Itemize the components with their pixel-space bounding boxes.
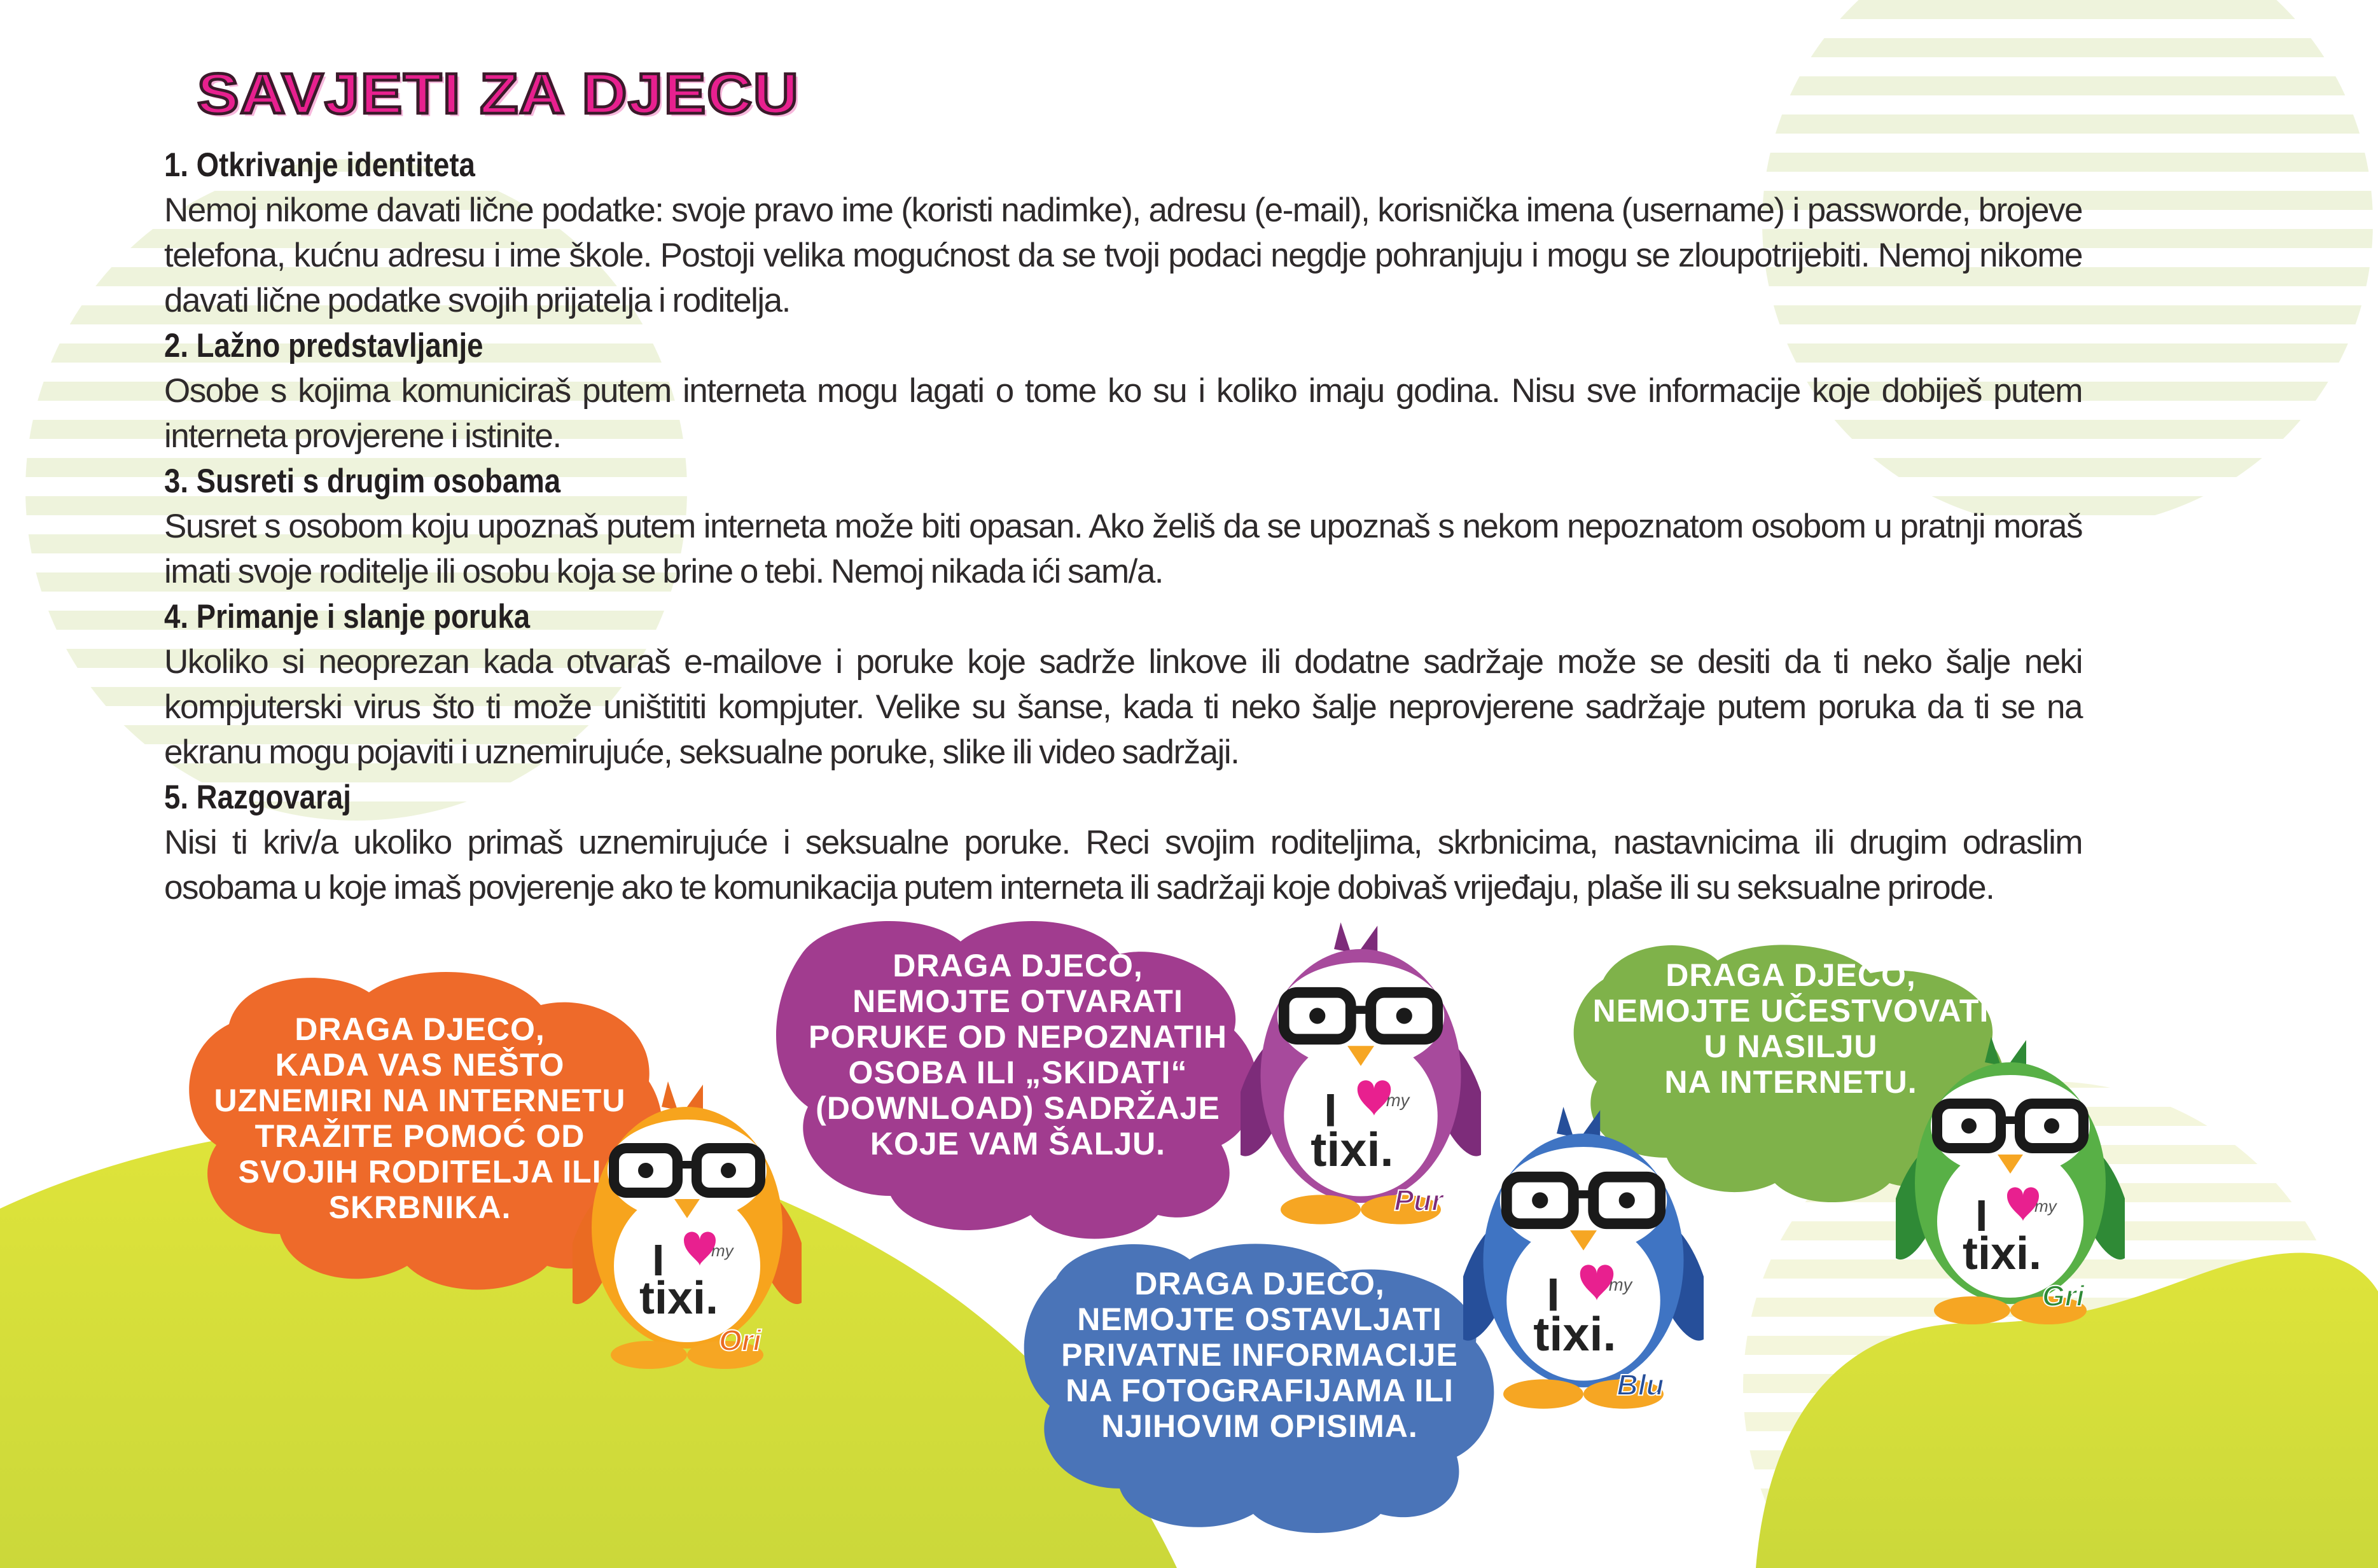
badge-brand: tixi. xyxy=(1963,1228,2042,1279)
badge-brand: tixi. xyxy=(1533,1308,1617,1362)
tip-text: Susret s osobom koju upoznaš putem interneta može biti opasan. Ako želiš da se upoznaš s nekom nepoznatom osobom u pratnji moraš imati svoje roditelje ili osobu koja se brine o tebi. Nemoj nikada ići sam/a. xyxy=(164,508,2082,590)
badge-brand: tixi. xyxy=(1311,1123,1394,1177)
badge-my: my xyxy=(1608,1274,1632,1294)
tip-heading: 2. Lažno predstavljanje xyxy=(164,327,483,364)
badge-letter: I xyxy=(652,1235,665,1285)
tip-heading: 3. Susreti s drugim osobama xyxy=(164,462,561,500)
bubble-line: NEMOJTE OSTAVLJATI xyxy=(1077,1301,1442,1337)
tip-text: Osobe s kojima komuniciraš putem interneta mogu lagati o tome ko su i koliko imaju godina. Nisu sve informacije koje dobiješ putem interneta provjerene i istinite. xyxy=(164,372,2082,455)
penguin-name-label: Blu xyxy=(1617,1368,1664,1401)
penguin-blu xyxy=(1463,1107,1704,1414)
bubble-line: KOJE VAM ŠALJU. xyxy=(870,1126,1166,1162)
penguin-pur xyxy=(1241,922,1481,1230)
bubble-line: NEMOJTE UČESTVOVATI xyxy=(1592,993,1989,1029)
bubble-line: SKRBNIKA. xyxy=(328,1190,511,1225)
tip-text: Nisi ti kriv/a ukoliko primaš uznemirujuće i seksualne poruke. Reci svojim roditeljima, skrbnicima, nastavnicima ili drugim odraslim osobama u koje imaš povjerenje ako te komunikacija putem interneta ili sadržaji koje dobivaš vrijeđaju, plaše ili su seksualne prirode. xyxy=(164,824,2082,906)
badge-my: my xyxy=(711,1241,734,1260)
bubble-line: NA FOTOGRAFIJAMA ILI xyxy=(1066,1373,1454,1408)
penguin-name-label: Pur xyxy=(1394,1183,1443,1217)
badge-letter: I xyxy=(1975,1191,1988,1240)
bubble-line: DRAGA DJECO, xyxy=(1134,1266,1385,1301)
bubble-line: OSOBA ILI „SKIDATI“ xyxy=(848,1055,1188,1090)
penguin-name-label: Ori xyxy=(719,1324,761,1357)
badge-letter: I xyxy=(1324,1083,1337,1137)
bubble-line: SVOJIH RODITELJA ILI xyxy=(238,1154,602,1190)
badge-my: my xyxy=(2034,1197,2057,1216)
penguin-gri xyxy=(1896,1037,2125,1329)
badge-letter: I xyxy=(1547,1268,1560,1321)
tip-heading: 1. Otkrivanje identiteta xyxy=(164,146,475,184)
penguin-name-label: Gri xyxy=(2042,1279,2085,1312)
tips-section xyxy=(164,142,2082,910)
bubble-line: NEMOJTE OTVARATI xyxy=(852,983,1183,1019)
purple-bubble-text xyxy=(782,948,1253,1162)
badge-brand: tixi. xyxy=(639,1273,719,1324)
bubble-line: KADA VAS NEŠTO xyxy=(275,1047,565,1083)
bubble-line: DRAGA DJECO, xyxy=(295,1011,545,1047)
page-title: SAVJETI ZA DJECU xyxy=(197,60,800,126)
bubble-line: U NASILJU xyxy=(1704,1029,1878,1064)
bubble-line: (DOWNLOAD) SADRŽAJE xyxy=(816,1090,1220,1126)
bubble-line: PRIVATNE INFORMACIJE xyxy=(1061,1337,1458,1373)
bubble-line: NA INTERNETU. xyxy=(1664,1064,1917,1100)
bubble-line: TRAŽITE POMOĆ OD xyxy=(254,1118,585,1154)
penguin-ori xyxy=(573,1081,802,1374)
bubble-line: NJIHOVIM OPISIMA. xyxy=(1101,1408,1418,1444)
bubble-line: DRAGA DJECO, xyxy=(1665,957,1916,993)
bubble-line: DRAGA DJECO, xyxy=(893,948,1143,983)
tip-heading: 4. Primanje i slanje poruka xyxy=(164,598,531,635)
badge-my: my xyxy=(1386,1090,1410,1110)
tip-text: Ukoliko si neoprezan kada otvaraš e-mailove i poruke koje sadrže linkove ili dodatne sadržaje može se desiti da ti neko šalje neki kompjuterski virus što ti može uništititi kompjuter. Velike su šanse, kada ti neko šalje neprovjerene sadržaje putem poruka da ti se na ekranu mogu pojaviti i uznemirujuće, seksualne poruke, slike ili video sadržaji. xyxy=(164,643,2082,771)
bubble-line: UZNEMIRI NA INTERNETU xyxy=(214,1083,626,1118)
blue-bubble-text xyxy=(1031,1266,1489,1444)
tip-text: Nemoj nikome davati lične podatke: svoje pravo ime (koristi nadimke), adresu (e-mail), korisnička imena (username) i passworde, brojeve telefona, kućnu adresu i ime škole. Postoji velika mogućnost da se tvoji podaci negdje pohranjuju i mogu se zloupotrijebiti. Nemoj nikome davati lične podatke svojih prijatelja i roditelja. xyxy=(164,191,2082,319)
tip-heading: 5. Razgovaraj xyxy=(164,779,351,816)
bubble-line: PORUKE OD NEPOZNATIH xyxy=(809,1019,1227,1055)
